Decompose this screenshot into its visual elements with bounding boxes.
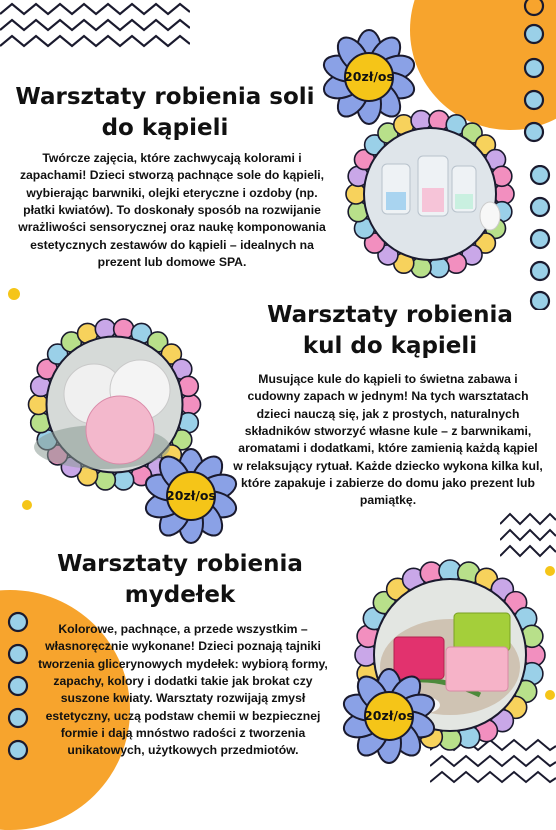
section-3-price: 20zł/os xyxy=(364,708,414,723)
section-3-title-line2: mydełek xyxy=(124,582,236,609)
section-1-price: 20zł/os xyxy=(344,69,394,84)
section-2-price: 20zł/os xyxy=(166,488,216,503)
section-2-title-line2: kul do kąpieli xyxy=(302,333,478,360)
section-1-description: Twórcze zajęcia, które zachwycają kolorami i zapachami! Dzieci stworzą pachnące sole do kąpieli, wybierając barwniki, olejki eteryczne i ozdoby (np. płatki kwiatów). To doskonały sposób na rozwijanie wrażliwości sensorycznej oraz naukę komponowania estetycznych zestawów do kąpieli – idealnych na prezent lub domowe SPA. xyxy=(18,151,326,269)
section-1-title-line2: do kąpieli xyxy=(101,115,229,142)
section-2-title-line1: Warsztaty robienia xyxy=(267,302,513,328)
section-3-title xyxy=(20,549,340,611)
section-2-title xyxy=(240,300,540,362)
salt-jars-photo-frame xyxy=(340,104,520,284)
yellow-dot xyxy=(8,288,20,300)
ring-column-right-middle xyxy=(518,165,556,310)
section-2-description: Musujące kule do kąpieli to świetna zabawa i cudowny zapach w jednym! Na tych warsztatach dzieci nauczą się, jak z prostych, naturalnych składników stworzyć własne kule – z barwnikami, aromatami i dodatkami, które zamienią każdą kąpiel w relaksujący rytuał. Każde dziecko wykona kilka kul, które zapakuje i zabierze do domu jako prezent lub pamiątkę. xyxy=(233,372,543,508)
zigzag-decoration-top-left xyxy=(0,0,190,60)
section-1-title xyxy=(0,82,330,144)
section-1-title-line1: Warsztaty robienia soli xyxy=(15,84,315,110)
section-3-description: Kolorowe, pachnące, a przede wszystkim – własnoręcznie wykonane! Dzieci poznają tajniki tworzenia glicerynowych mydełek: wybiorą formy, zapachy, kolory i dodatki takie jak brokat czy suszone kwiaty. Warsztaty rozwijają zmysł estetyczny, uczą podstaw chemii w bezpiecznej formie i dają mnóstwo radości z tworzenia unikatowych, użytkowych przedmiotów. xyxy=(38,622,328,758)
yellow-dot xyxy=(22,500,32,510)
section-3-title-line1: Warsztaty robienia xyxy=(57,551,303,577)
